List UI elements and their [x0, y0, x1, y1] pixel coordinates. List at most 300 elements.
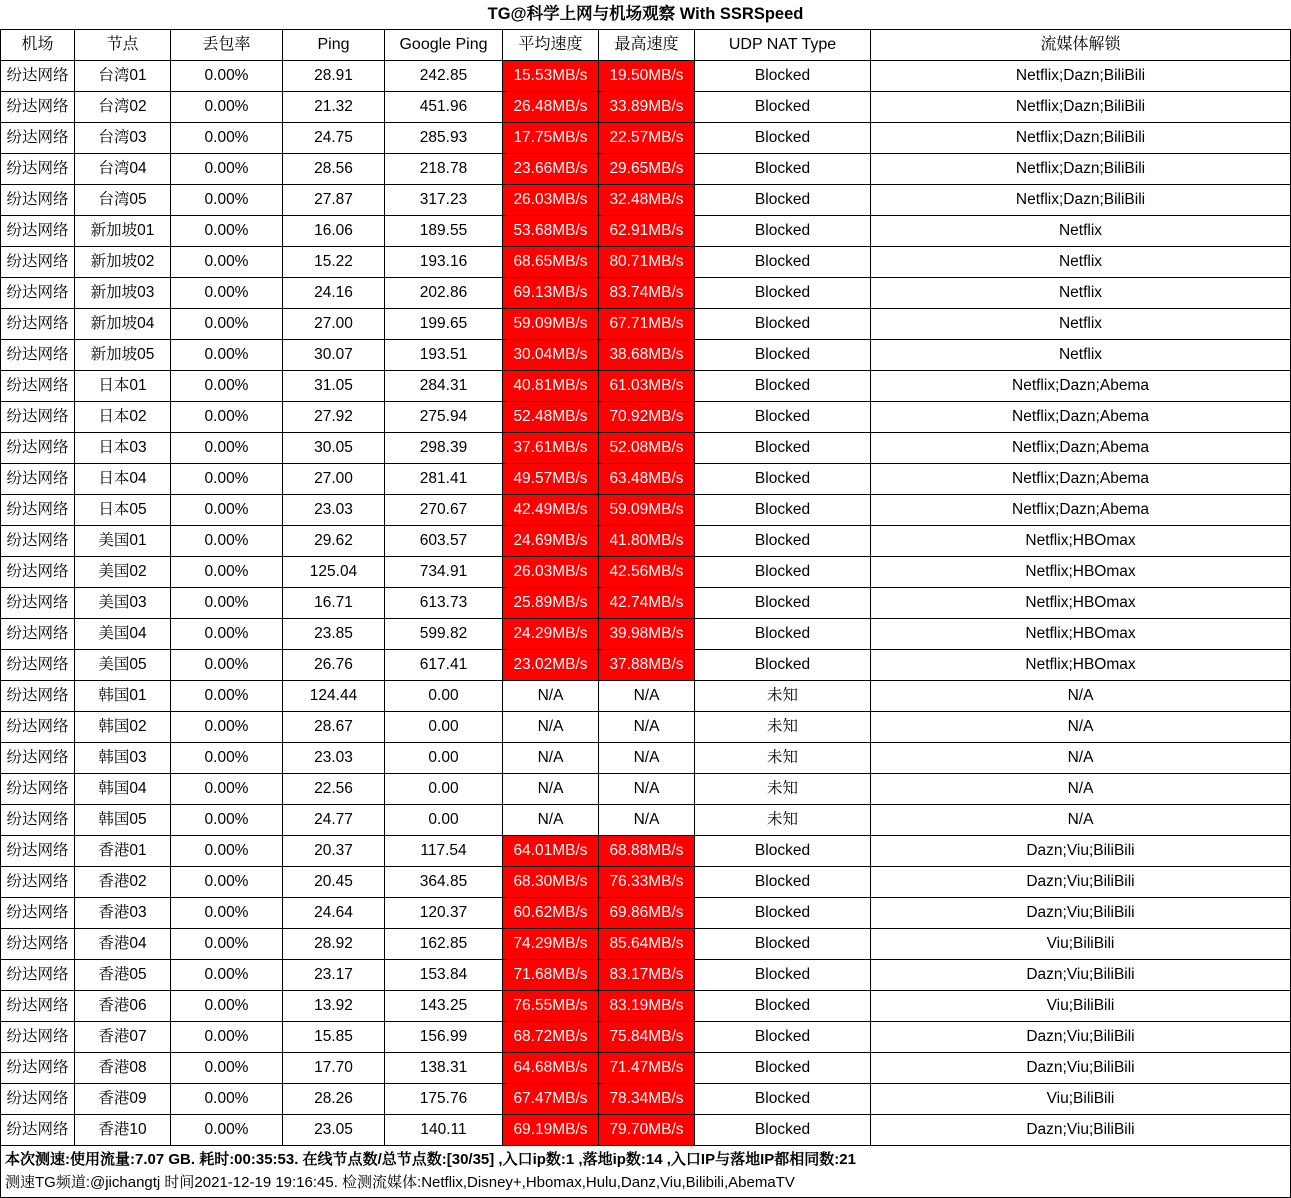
google-ping-cell: 193.51: [385, 340, 503, 371]
average-speed-cell: 42.49MB/s: [503, 495, 599, 526]
footer-summary: [0, 1146, 1291, 1198]
table-row: [1, 309, 1291, 340]
max-speed-cell: N/A: [599, 774, 695, 805]
google-ping-cell: 0.00: [385, 805, 503, 836]
airport-cell: 纷达网络: [1, 712, 75, 743]
table-row: [1, 154, 1291, 185]
average-speed-cell: N/A: [503, 774, 599, 805]
airport-cell: 纷达网络: [1, 619, 75, 650]
airport-cell: 纷达网络: [1, 836, 75, 867]
packet-loss-cell: 0.00%: [171, 309, 283, 340]
airport-cell: 纷达网络: [1, 774, 75, 805]
google-ping-cell: 599.82: [385, 619, 503, 650]
google-ping-cell: 317.23: [385, 185, 503, 216]
google-ping-cell: 451.96: [385, 92, 503, 123]
ping-cell: 28.92: [283, 929, 385, 960]
ping-cell: 27.00: [283, 309, 385, 340]
node-cell: 香港05: [75, 960, 171, 991]
packet-loss-cell: 0.00%: [171, 216, 283, 247]
airport-cell: 纷达网络: [1, 1115, 75, 1146]
average-speed-cell: 76.55MB/s: [503, 991, 599, 1022]
airport-cell: 纷达网络: [1, 1022, 75, 1053]
airport-cell: 纷达网络: [1, 278, 75, 309]
airport-cell: 纷达网络: [1, 1084, 75, 1115]
airport-cell: 纷达网络: [1, 371, 75, 402]
airport-cell: 纷达网络: [1, 464, 75, 495]
column-header-packet-loss: 丢包率: [171, 30, 283, 61]
ping-cell: 16.71: [283, 588, 385, 619]
average-speed-cell: 26.03MB/s: [503, 185, 599, 216]
streaming-unlock-cell: Dazn;Viu;BiliBili: [871, 1022, 1291, 1053]
streaming-unlock-cell: Netflix;Dazn;Abema: [871, 371, 1291, 402]
table-row: [1, 371, 1291, 402]
column-header-node: 节点: [75, 30, 171, 61]
airport-cell: 纷达网络: [1, 402, 75, 433]
streaming-unlock-cell: Dazn;Viu;BiliBili: [871, 836, 1291, 867]
average-speed-cell: 17.75MB/s: [503, 123, 599, 154]
max-speed-cell: 52.08MB/s: [599, 433, 695, 464]
average-speed-cell: 23.66MB/s: [503, 154, 599, 185]
google-ping-cell: 153.84: [385, 960, 503, 991]
average-speed-cell: 49.57MB/s: [503, 464, 599, 495]
udp-nat-type-cell: Blocked: [695, 371, 871, 402]
max-speed-cell: 32.48MB/s: [599, 185, 695, 216]
table-row: [1, 588, 1291, 619]
streaming-unlock-cell: N/A: [871, 805, 1291, 836]
udp-nat-type-cell: Blocked: [695, 929, 871, 960]
packet-loss-cell: 0.00%: [171, 588, 283, 619]
node-cell: 台湾05: [75, 185, 171, 216]
packet-loss-cell: 0.00%: [171, 61, 283, 92]
packet-loss-cell: 0.00%: [171, 929, 283, 960]
table-row: [1, 650, 1291, 681]
streaming-unlock-cell: Netflix: [871, 309, 1291, 340]
streaming-unlock-cell: Netflix;HBOmax: [871, 526, 1291, 557]
udp-nat-type-cell: Blocked: [695, 588, 871, 619]
node-cell: 美国01: [75, 526, 171, 557]
table-row: [1, 619, 1291, 650]
streaming-unlock-cell: Netflix;HBOmax: [871, 557, 1291, 588]
udp-nat-type-cell: Blocked: [695, 402, 871, 433]
google-ping-cell: 603.57: [385, 526, 503, 557]
ping-cell: 15.22: [283, 247, 385, 278]
table-row: [1, 1084, 1291, 1115]
ping-cell: 27.87: [283, 185, 385, 216]
google-ping-cell: 0.00: [385, 774, 503, 805]
table-row: [1, 123, 1291, 154]
average-speed-cell: 67.47MB/s: [503, 1084, 599, 1115]
table-row: [1, 340, 1291, 371]
airport-cell: 纷达网络: [1, 433, 75, 464]
max-speed-cell: 37.88MB/s: [599, 650, 695, 681]
packet-loss-cell: 0.00%: [171, 402, 283, 433]
column-header-udp-nat-type: UDP NAT Type: [695, 30, 871, 61]
average-speed-cell: 60.62MB/s: [503, 898, 599, 929]
max-speed-cell: 22.57MB/s: [599, 123, 695, 154]
table-body: [1, 61, 1291, 1146]
google-ping-cell: 0.00: [385, 681, 503, 712]
udp-nat-type-cell: Blocked: [695, 185, 871, 216]
average-speed-cell: 15.53MB/s: [503, 61, 599, 92]
table-row: [1, 898, 1291, 929]
node-cell: 日本05: [75, 495, 171, 526]
udp-nat-type-cell: 未知: [695, 681, 871, 712]
max-speed-cell: 59.09MB/s: [599, 495, 695, 526]
average-speed-cell: 71.68MB/s: [503, 960, 599, 991]
node-cell: 日本01: [75, 371, 171, 402]
streaming-unlock-cell: Netflix;Dazn;BiliBili: [871, 123, 1291, 154]
ping-cell: 28.91: [283, 61, 385, 92]
average-speed-cell: 68.72MB/s: [503, 1022, 599, 1053]
udp-nat-type-cell: Blocked: [695, 867, 871, 898]
google-ping-cell: 0.00: [385, 743, 503, 774]
airport-cell: 纷达网络: [1, 743, 75, 774]
node-cell: 香港04: [75, 929, 171, 960]
udp-nat-type-cell: 未知: [695, 712, 871, 743]
packet-loss-cell: 0.00%: [171, 154, 283, 185]
max-speed-cell: 41.80MB/s: [599, 526, 695, 557]
google-ping-cell: 162.85: [385, 929, 503, 960]
ping-cell: 24.64: [283, 898, 385, 929]
node-cell: 香港07: [75, 1022, 171, 1053]
ping-cell: 21.32: [283, 92, 385, 123]
column-header-average-speed: 平均速度: [503, 30, 599, 61]
google-ping-cell: 202.86: [385, 278, 503, 309]
average-speed-cell: 68.65MB/s: [503, 247, 599, 278]
average-speed-cell: 64.01MB/s: [503, 836, 599, 867]
table-row: [1, 743, 1291, 774]
google-ping-cell: 193.16: [385, 247, 503, 278]
udp-nat-type-cell: Blocked: [695, 433, 871, 464]
google-ping-cell: 140.11: [385, 1115, 503, 1146]
average-speed-cell: 59.09MB/s: [503, 309, 599, 340]
google-ping-cell: 281.41: [385, 464, 503, 495]
udp-nat-type-cell: Blocked: [695, 123, 871, 154]
packet-loss-cell: 0.00%: [171, 805, 283, 836]
udp-nat-type-cell: Blocked: [695, 526, 871, 557]
ping-cell: 28.67: [283, 712, 385, 743]
airport-cell: 纷达网络: [1, 650, 75, 681]
ping-cell: 30.05: [283, 433, 385, 464]
packet-loss-cell: 0.00%: [171, 1022, 283, 1053]
google-ping-cell: 285.93: [385, 123, 503, 154]
ping-cell: 29.62: [283, 526, 385, 557]
node-cell: 香港01: [75, 836, 171, 867]
google-ping-cell: 143.25: [385, 991, 503, 1022]
node-cell: 香港09: [75, 1084, 171, 1115]
udp-nat-type-cell: 未知: [695, 805, 871, 836]
node-cell: 新加坡04: [75, 309, 171, 340]
udp-nat-type-cell: Blocked: [695, 557, 871, 588]
google-ping-cell: 734.91: [385, 557, 503, 588]
streaming-unlock-cell: N/A: [871, 774, 1291, 805]
streaming-unlock-cell: Netflix;HBOmax: [871, 619, 1291, 650]
streaming-unlock-cell: Dazn;Viu;BiliBili: [871, 867, 1291, 898]
table-row: [1, 557, 1291, 588]
max-speed-cell: N/A: [599, 805, 695, 836]
max-speed-cell: 42.56MB/s: [599, 557, 695, 588]
google-ping-cell: 364.85: [385, 867, 503, 898]
table-row: [1, 836, 1291, 867]
google-ping-cell: 138.31: [385, 1053, 503, 1084]
table-row: [1, 1115, 1291, 1146]
udp-nat-type-cell: Blocked: [695, 836, 871, 867]
streaming-unlock-cell: N/A: [871, 681, 1291, 712]
average-speed-cell: 69.13MB/s: [503, 278, 599, 309]
node-cell: 美国02: [75, 557, 171, 588]
table-row: [1, 805, 1291, 836]
packet-loss-cell: 0.00%: [171, 185, 283, 216]
node-cell: 台湾02: [75, 92, 171, 123]
table-row: [1, 464, 1291, 495]
footer-line-test-summary: 本次测速:使用流量:7.07 GB. 耗时:00:35:53. 在线节点数/总节点数:[30/35] ,入口ip数:1 ,落地ip数:14 ,入口IP与落地IP都相同数:21: [5, 1151, 856, 1169]
packet-loss-cell: 0.00%: [171, 836, 283, 867]
average-speed-cell: 68.30MB/s: [503, 867, 599, 898]
node-cell: 韩国03: [75, 743, 171, 774]
header-row: [1, 30, 1291, 61]
average-speed-cell: N/A: [503, 743, 599, 774]
packet-loss-cell: 0.00%: [171, 495, 283, 526]
max-speed-cell: 78.34MB/s: [599, 1084, 695, 1115]
table-row: [1, 991, 1291, 1022]
packet-loss-cell: 0.00%: [171, 1084, 283, 1115]
table-row: [1, 185, 1291, 216]
airport-cell: 纷达网络: [1, 960, 75, 991]
node-cell: 韩国04: [75, 774, 171, 805]
node-cell: 新加坡02: [75, 247, 171, 278]
streaming-unlock-cell: Viu;BiliBili: [871, 1084, 1291, 1115]
packet-loss-cell: 0.00%: [171, 123, 283, 154]
streaming-unlock-cell: Netflix: [871, 340, 1291, 371]
udp-nat-type-cell: Blocked: [695, 278, 871, 309]
airport-cell: 纷达网络: [1, 991, 75, 1022]
average-speed-cell: 52.48MB/s: [503, 402, 599, 433]
max-speed-cell: 83.19MB/s: [599, 991, 695, 1022]
table-row: [1, 712, 1291, 743]
max-speed-cell: 76.33MB/s: [599, 867, 695, 898]
packet-loss-cell: 0.00%: [171, 92, 283, 123]
ping-cell: 23.85: [283, 619, 385, 650]
airport-cell: 纷达网络: [1, 495, 75, 526]
average-speed-cell: 69.19MB/s: [503, 1115, 599, 1146]
airport-cell: 纷达网络: [1, 154, 75, 185]
packet-loss-cell: 0.00%: [171, 464, 283, 495]
streaming-unlock-cell: Netflix;Dazn;BiliBili: [871, 185, 1291, 216]
packet-loss-cell: 0.00%: [171, 774, 283, 805]
table-header: [1, 30, 1291, 61]
max-speed-cell: 33.89MB/s: [599, 92, 695, 123]
ping-cell: 24.77: [283, 805, 385, 836]
ping-cell: 20.37: [283, 836, 385, 867]
streaming-unlock-cell: Dazn;Viu;BiliBili: [871, 1053, 1291, 1084]
streaming-unlock-cell: N/A: [871, 743, 1291, 774]
average-speed-cell: 64.68MB/s: [503, 1053, 599, 1084]
max-speed-cell: N/A: [599, 743, 695, 774]
average-speed-cell: N/A: [503, 681, 599, 712]
streaming-unlock-cell: Netflix;Dazn;BiliBili: [871, 154, 1291, 185]
airport-cell: 纷达网络: [1, 526, 75, 557]
google-ping-cell: 120.37: [385, 898, 503, 929]
airport-cell: 纷达网络: [1, 588, 75, 619]
google-ping-cell: 270.67: [385, 495, 503, 526]
udp-nat-type-cell: Blocked: [695, 1022, 871, 1053]
ping-cell: 125.04: [283, 557, 385, 588]
node-cell: 美国04: [75, 619, 171, 650]
node-cell: 日本02: [75, 402, 171, 433]
table-row: [1, 681, 1291, 712]
max-speed-cell: 79.70MB/s: [599, 1115, 695, 1146]
google-ping-cell: 617.41: [385, 650, 503, 681]
max-speed-cell: 71.47MB/s: [599, 1053, 695, 1084]
average-speed-cell: 26.03MB/s: [503, 557, 599, 588]
packet-loss-cell: 0.00%: [171, 712, 283, 743]
node-cell: 台湾04: [75, 154, 171, 185]
max-speed-cell: 85.64MB/s: [599, 929, 695, 960]
ping-cell: 28.56: [283, 154, 385, 185]
average-speed-cell: 53.68MB/s: [503, 216, 599, 247]
table-row: [1, 867, 1291, 898]
google-ping-cell: 189.55: [385, 216, 503, 247]
max-speed-cell: 83.17MB/s: [599, 960, 695, 991]
column-header-ping: Ping: [283, 30, 385, 61]
table-row: [1, 216, 1291, 247]
streaming-unlock-cell: Netflix;Dazn;Abema: [871, 495, 1291, 526]
node-cell: 台湾01: [75, 61, 171, 92]
udp-nat-type-cell: Blocked: [695, 309, 871, 340]
table-row: [1, 92, 1291, 123]
table-row: [1, 526, 1291, 557]
ping-cell: 16.06: [283, 216, 385, 247]
max-speed-cell: 75.84MB/s: [599, 1022, 695, 1053]
packet-loss-cell: 0.00%: [171, 433, 283, 464]
average-speed-cell: 30.04MB/s: [503, 340, 599, 371]
airport-cell: 纷达网络: [1, 898, 75, 929]
airport-cell: 纷达网络: [1, 61, 75, 92]
table-row: [1, 61, 1291, 92]
ping-cell: 31.05: [283, 371, 385, 402]
udp-nat-type-cell: Blocked: [695, 898, 871, 929]
google-ping-cell: 298.39: [385, 433, 503, 464]
packet-loss-cell: 0.00%: [171, 278, 283, 309]
average-speed-cell: N/A: [503, 805, 599, 836]
streaming-unlock-cell: Dazn;Viu;BiliBili: [871, 960, 1291, 991]
table-row: [1, 929, 1291, 960]
udp-nat-type-cell: Blocked: [695, 495, 871, 526]
streaming-unlock-cell: Netflix;Dazn;Abema: [871, 464, 1291, 495]
airport-cell: 纷达网络: [1, 185, 75, 216]
ping-cell: 13.92: [283, 991, 385, 1022]
max-speed-cell: 29.65MB/s: [599, 154, 695, 185]
airport-cell: 纷达网络: [1, 247, 75, 278]
streaming-unlock-cell: Netflix;Dazn;Abema: [871, 433, 1291, 464]
average-speed-cell: 37.61MB/s: [503, 433, 599, 464]
max-speed-cell: 67.71MB/s: [599, 309, 695, 340]
google-ping-cell: 0.00: [385, 712, 503, 743]
node-cell: 香港10: [75, 1115, 171, 1146]
google-ping-cell: 242.85: [385, 61, 503, 92]
node-cell: 新加坡01: [75, 216, 171, 247]
streaming-unlock-cell: Netflix: [871, 278, 1291, 309]
packet-loss-cell: 0.00%: [171, 1115, 283, 1146]
ping-cell: 15.85: [283, 1022, 385, 1053]
average-speed-cell: 40.81MB/s: [503, 371, 599, 402]
packet-loss-cell: 0.00%: [171, 898, 283, 929]
ping-cell: 23.05: [283, 1115, 385, 1146]
airport-cell: 纷达网络: [1, 309, 75, 340]
average-speed-cell: N/A: [503, 712, 599, 743]
packet-loss-cell: 0.00%: [171, 681, 283, 712]
google-ping-cell: 175.76: [385, 1084, 503, 1115]
ping-cell: 20.45: [283, 867, 385, 898]
ping-cell: 124.44: [283, 681, 385, 712]
ping-cell: 23.17: [283, 960, 385, 991]
node-cell: 香港08: [75, 1053, 171, 1084]
average-speed-cell: 23.02MB/s: [503, 650, 599, 681]
streaming-unlock-cell: Dazn;Viu;BiliBili: [871, 898, 1291, 929]
node-cell: 美国03: [75, 588, 171, 619]
airport-cell: 纷达网络: [1, 340, 75, 371]
ping-cell: 23.03: [283, 743, 385, 774]
max-speed-cell: 68.88MB/s: [599, 836, 695, 867]
table-row: [1, 278, 1291, 309]
streaming-unlock-cell: Viu;BiliBili: [871, 991, 1291, 1022]
node-cell: 韩国05: [75, 805, 171, 836]
results-table: [0, 29, 1291, 1146]
google-ping-cell: 284.31: [385, 371, 503, 402]
max-speed-cell: 42.74MB/s: [599, 588, 695, 619]
ping-cell: 26.76: [283, 650, 385, 681]
column-header-airport: 机场: [1, 30, 75, 61]
table-row: [1, 1022, 1291, 1053]
airport-cell: 纷达网络: [1, 1053, 75, 1084]
average-speed-cell: 26.48MB/s: [503, 92, 599, 123]
ping-cell: 23.03: [283, 495, 385, 526]
node-cell: 日本04: [75, 464, 171, 495]
average-speed-cell: 74.29MB/s: [503, 929, 599, 960]
average-speed-cell: 24.69MB/s: [503, 526, 599, 557]
packet-loss-cell: 0.00%: [171, 526, 283, 557]
packet-loss-cell: 0.00%: [171, 619, 283, 650]
ping-cell: 27.92: [283, 402, 385, 433]
max-speed-cell: 83.74MB/s: [599, 278, 695, 309]
table-row: [1, 247, 1291, 278]
max-speed-cell: 39.98MB/s: [599, 619, 695, 650]
node-cell: 美国05: [75, 650, 171, 681]
udp-nat-type-cell: Blocked: [695, 216, 871, 247]
streaming-unlock-cell: Netflix;HBOmax: [871, 650, 1291, 681]
streaming-unlock-cell: Netflix: [871, 247, 1291, 278]
average-speed-cell: 24.29MB/s: [503, 619, 599, 650]
table-row: [1, 495, 1291, 526]
packet-loss-cell: 0.00%: [171, 991, 283, 1022]
udp-nat-type-cell: Blocked: [695, 991, 871, 1022]
packet-loss-cell: 0.00%: [171, 371, 283, 402]
node-cell: 香港06: [75, 991, 171, 1022]
airport-cell: 纷达网络: [1, 805, 75, 836]
streaming-unlock-cell: Netflix: [871, 216, 1291, 247]
google-ping-cell: 156.99: [385, 1022, 503, 1053]
streaming-unlock-cell: Netflix;Dazn;Abema: [871, 402, 1291, 433]
udp-nat-type-cell: 未知: [695, 774, 871, 805]
airport-cell: 纷达网络: [1, 123, 75, 154]
streaming-unlock-cell: Dazn;Viu;BiliBili: [871, 1115, 1291, 1146]
column-header-google-ping: Google Ping: [385, 30, 503, 61]
ping-cell: 22.56: [283, 774, 385, 805]
max-speed-cell: 61.03MB/s: [599, 371, 695, 402]
airport-cell: 纷达网络: [1, 867, 75, 898]
udp-nat-type-cell: Blocked: [695, 1115, 871, 1146]
max-speed-cell: 69.86MB/s: [599, 898, 695, 929]
